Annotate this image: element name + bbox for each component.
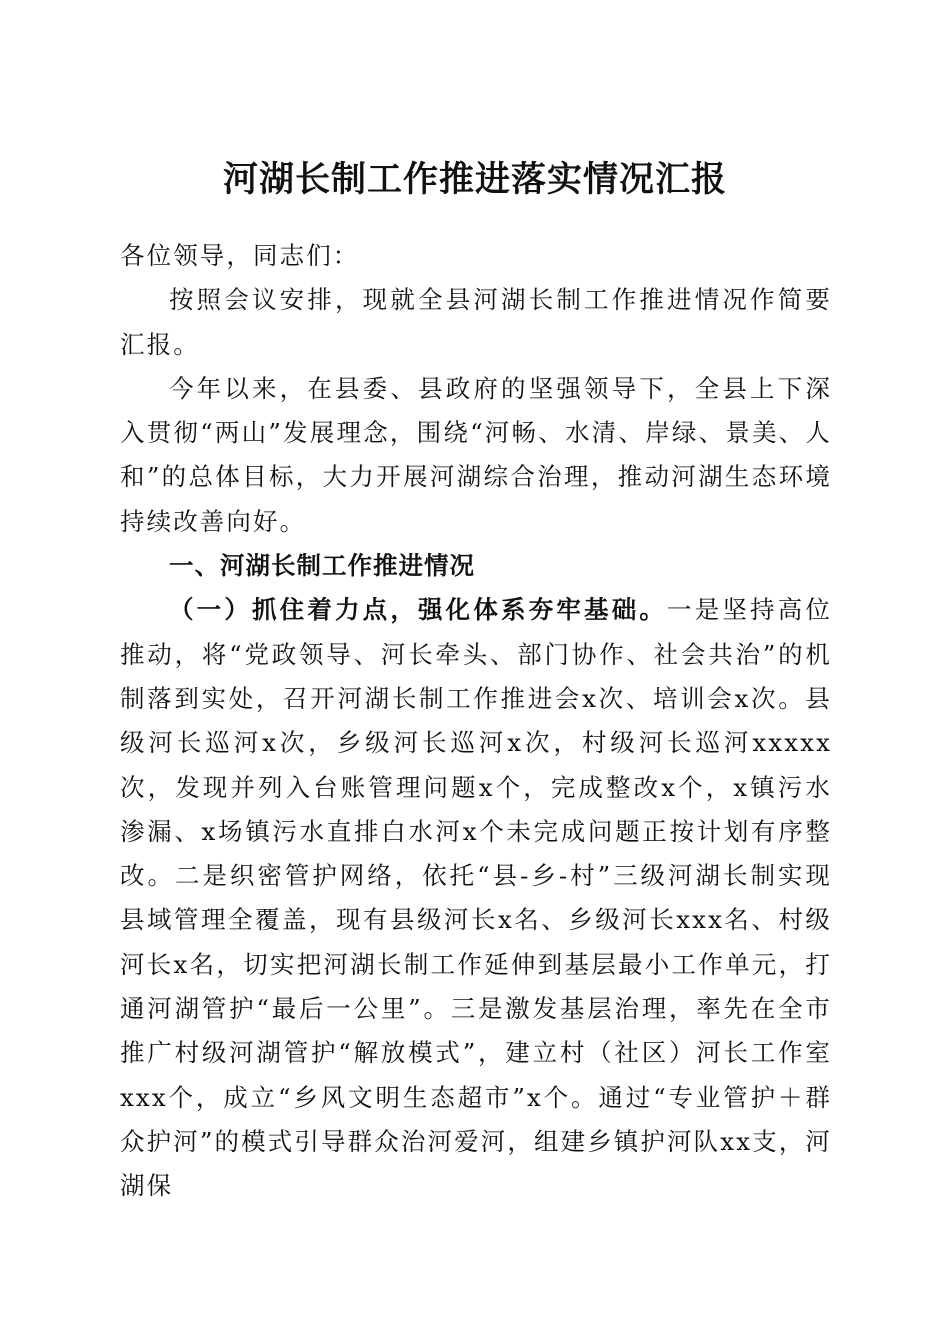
subsection-body: 一是坚持高位推动，将“党政领导、河长牵头、部门协作、社会共治”的机制落到实处，召开河湖长制工作推进会x次、培训会x次。县级河长巡河x次，乡级河长巡河x次，村级河长巡河xxxxx次，发现并列入台账管理问题x个，完成整改x个，x镇污水渗漏、x场镇污水直排白水河x个未完成问题正按计划有序整改。二是织密管护网络，依托“县-乡-村”三级河湖长制实现县域管理全覆盖，现有县级河长x名、乡级河长xxx名、村级河长x名，切实把河湖长制工作延伸到基层最小工作单元，打通河湖管护“最后一公里”。三是激发基层治理，率先在全市推广村级河湖管护“解放模式”，建立村（社区）河长工作室xxx个，成立“乡风文明生态超市”x个。通过“专业管护＋群众护河”的模式引导群众治河爱河，组建乡镇护河队xx支，河湖保 (120, 595, 832, 1201)
document-body (120, 234, 832, 1209)
salutation: 各位领导，同志们： (120, 241, 360, 270)
document-title: 河湖长制工作推进落实情况汇报 (222, 160, 727, 201)
subsection-heading: （一）抓住着力点，强化体系夯牢基础。 (169, 595, 668, 625)
paragraph-intro: 按照会议安排，现就全县河湖长制工作推进情况作简要汇报。 (120, 285, 832, 359)
subsection-paragraph (120, 588, 832, 1208)
paragraph-overview: 今年以来，在县委、县政府的坚强领导下，全县上下深入贯彻“两山”发展理念，围绕“河畅、水清、岸绿、景美、人和”的总体目标，大力开展河湖综合治理，推动河湖生态环境持续改善向好。 (120, 373, 832, 536)
section-heading: 一、河湖长制工作推进情况 (169, 551, 475, 581)
